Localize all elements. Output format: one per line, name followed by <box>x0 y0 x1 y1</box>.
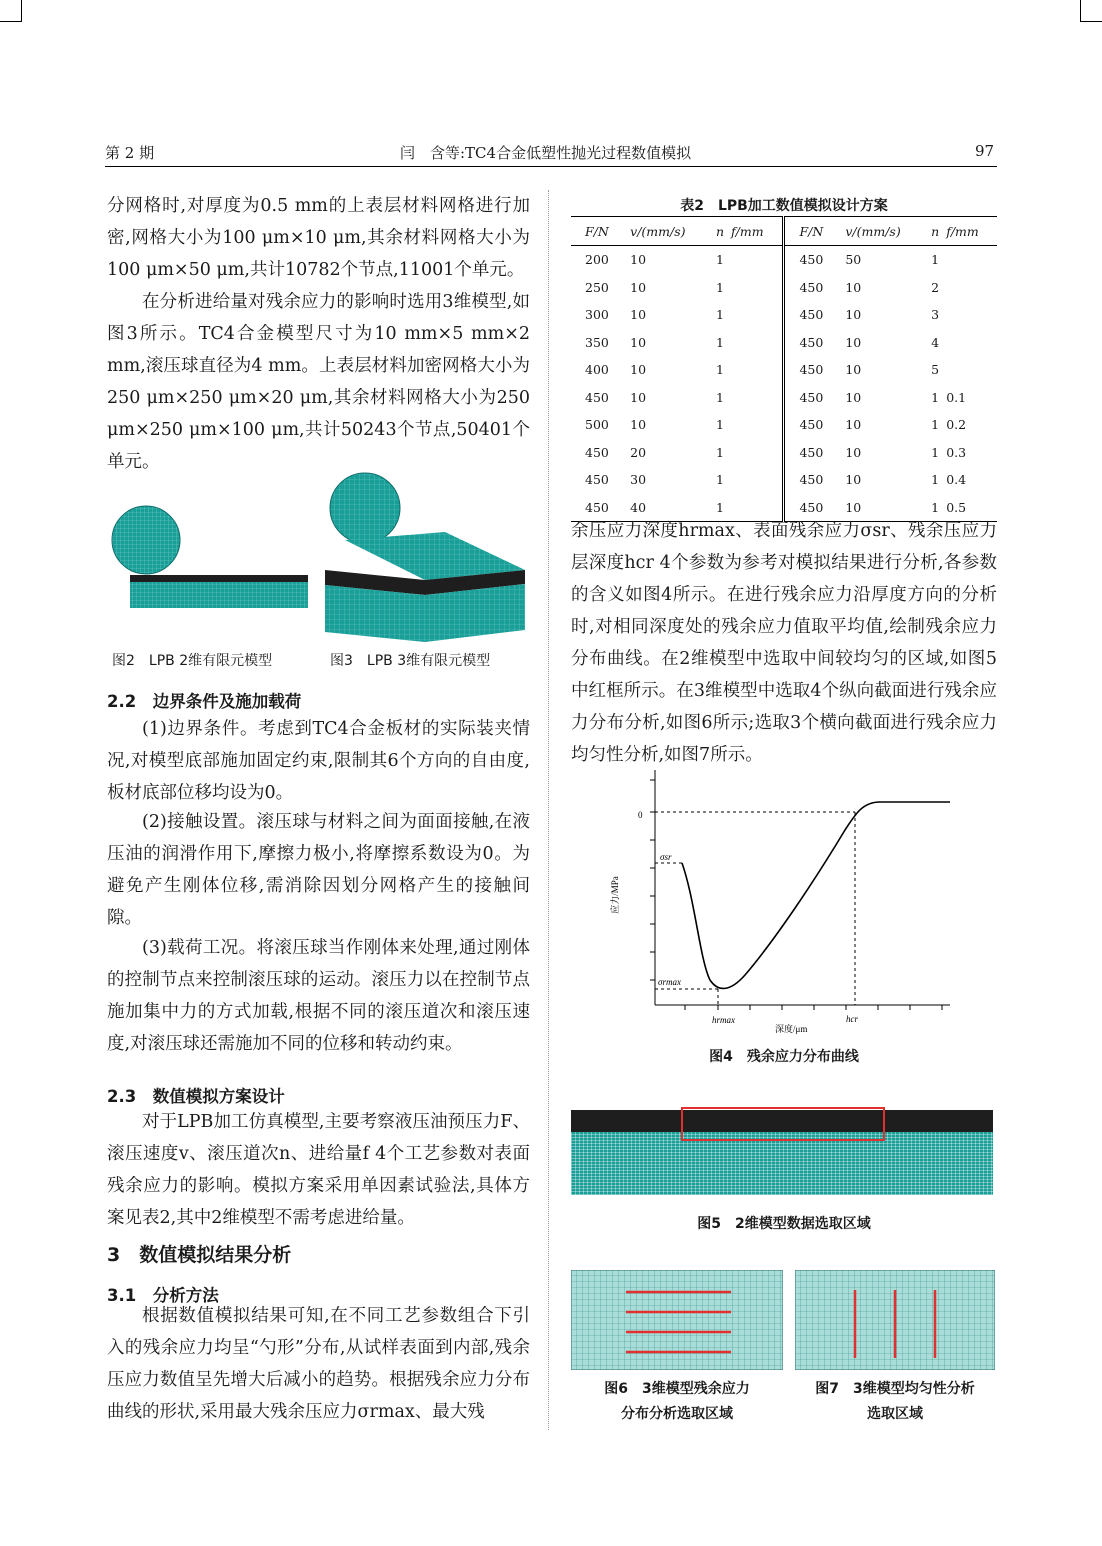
table-cell: 0.3 <box>946 444 967 460</box>
section-3-1-heading: 3.1 分析方法 <box>107 1286 219 1305</box>
figure-6-caption-line1: 图6 3维模型残余应力 <box>604 1381 750 1397</box>
table-cell <box>730 411 784 439</box>
table-cell: 1 <box>715 417 724 433</box>
table-cell: 1 <box>931 444 940 460</box>
table-cell: 450 <box>784 494 844 522</box>
paragraph-1: 分网格时,对厚度为0.5 mm的上表层材料网格进行加密,网格大小为100 μm×10 μm,其余材料网格大小为100 μm×50 μm,共计10782个节点,11001个单元。 <box>107 196 530 280</box>
table-row <box>571 356 997 384</box>
figure-5-caption: 图5 2维模型数据选取区域 <box>697 1216 871 1232</box>
table-header-row <box>571 217 997 246</box>
header-cell: n <box>715 217 730 246</box>
table-cell: 350 <box>585 334 609 350</box>
table-cell: 30 <box>630 472 647 488</box>
table-cell: 450 <box>784 439 844 467</box>
table-cell: 2 <box>931 279 940 295</box>
table-2-title: 表2 LPB加工数值模拟设计方案 <box>680 198 888 214</box>
table-cell: 450 <box>784 246 844 274</box>
table-cell: 1 <box>715 362 724 378</box>
table-cell: 1 <box>715 252 724 268</box>
table-cell <box>945 246 997 274</box>
table-row <box>571 384 997 412</box>
table-cell <box>945 356 997 384</box>
header-cell: f/mm <box>945 217 997 246</box>
paragraph-4: (2)接触设置。滚压球与材料之间为面面接触,在液压油的润滑作用下,摩擦力极小,将摩擦系数设为0。为避免产生刚体位移,需消除因划分网格产生的接触间隙。 <box>107 812 530 928</box>
table-cell: 4 <box>931 334 940 350</box>
table-row <box>571 274 997 302</box>
table-cell <box>945 329 997 357</box>
table-cell: 10 <box>630 307 647 323</box>
table-cell: 10 <box>845 334 862 350</box>
table-cell: 450 <box>571 494 629 522</box>
figure-7 <box>795 1270 995 1370</box>
table-cell: 3 <box>931 307 940 323</box>
sigma-sr-label: σsr <box>660 852 672 862</box>
crop-mark-top-left <box>0 0 22 22</box>
column-divider <box>548 190 549 1430</box>
figure-2 <box>105 505 310 610</box>
table-cell: 1 <box>931 417 940 433</box>
table-cell: 1 <box>715 444 724 460</box>
fe-model-2d-graphic <box>105 505 310 610</box>
y-axis-label: 应力/MPa <box>610 876 620 914</box>
table-cell: 300 <box>585 307 609 323</box>
header-cell: F/N <box>571 217 629 246</box>
table-cell: 0.4 <box>946 472 967 488</box>
paragraph-6: 对于LPB加工仿真模型,主要考察液压油预压力F、滚压速度v、滚压道次n、进给量f 4个工艺参数对表面残余应力的影响。模拟方案采用单因素试验法,具体方案见表2,其中2维模型不需考虑进给量。 <box>107 1112 530 1228</box>
table-cell: 0.1 <box>946 389 967 405</box>
header-cell: v/(mm/s) <box>844 217 930 246</box>
table-cell: 1 <box>715 334 724 350</box>
fig6-mesh-graphic <box>571 1270 783 1370</box>
table-cell <box>730 466 784 494</box>
table-row <box>571 439 997 467</box>
paragraph-8: 余压应力深度hrmax、表面残余应力σsr、残余压应力层深度hcr 4个参数为参考对模拟结果进行分析,各参数的含义如图4所示。在进行残余应力沿厚度方向的分析时,对相同深度处的残余应力值取平均值,绘制残余应力分布曲线。在2维模型中选取中间较均匀的区域,如图5中红框所示。在3维模型中选取4个纵向截面进行残余应力分布分析,如图6所示;选取3个横向截面进行残余应力均匀性分析,如图7所示。 <box>571 521 997 765</box>
table-cell: 10 <box>630 417 647 433</box>
table-cell: 10 <box>845 472 862 488</box>
table-cell: 50 <box>845 252 862 268</box>
figure-6-caption-line2: 分布分析选取区域 <box>621 1406 733 1422</box>
table-cell: 1 <box>715 389 724 405</box>
table-cell: 5 <box>931 362 940 378</box>
table-cell <box>730 246 784 274</box>
table-cell: 10 <box>630 334 647 350</box>
header-cell: n <box>930 217 945 246</box>
table-row <box>571 411 997 439</box>
paragraph-3: (1)边界条件。考虑到TC4合金板材的实际装夹情况,对模型底部施加固定约束,限制其6个方向的自由度,板材底部位移均设为0。 <box>107 719 530 803</box>
y-zero-label: 0 <box>638 810 643 820</box>
table-cell: 450 <box>784 274 844 302</box>
table-cell: 1 <box>931 252 940 268</box>
residual-stress-chart <box>600 770 980 1040</box>
table-cell: 10 <box>630 362 647 378</box>
table-cell: 10 <box>630 279 647 295</box>
table-cell: 500 <box>585 417 609 433</box>
table-row <box>571 329 997 357</box>
table-2 <box>571 216 997 522</box>
issue-number: 第 2 期 <box>105 144 155 162</box>
table-cell <box>730 384 784 412</box>
table-cell: 450 <box>784 466 844 494</box>
table-cell <box>945 301 997 329</box>
figure-4-caption: 图4 残余应力分布曲线 <box>709 1049 859 1065</box>
paragraph-5: (3)载荷工况。将滚压球当作刚体来处理,通过刚体的控制节点来控制滚压球的运动。滚压力以在控制节点施加集中力的方式加载,根据不同的滚压道次和滚压速度,对滚压球还需施加不同的位移和转动约束。 <box>107 938 530 1054</box>
header-cell: v/(mm/s) <box>629 217 715 246</box>
section-2-2-heading: 2.2 边界条件及施加载荷 <box>107 692 302 711</box>
table-cell: 0.5 <box>945 494 997 522</box>
table-cell: 10 <box>845 307 862 323</box>
table-cell: 450 <box>585 389 609 405</box>
figure-2-caption: 图2 LPB 2维有限元模型 <box>112 653 273 669</box>
crop-mark-top-right <box>1080 0 1102 22</box>
table-cell <box>945 274 997 302</box>
table-cell: 1 <box>715 472 724 488</box>
selection-red-box <box>681 1107 885 1141</box>
table-cell: 200 <box>585 252 609 268</box>
figure-3-caption: 图3 LPB 3维有限元模型 <box>330 653 491 669</box>
table-cell: 1 <box>715 494 730 522</box>
table-cell <box>730 329 784 357</box>
h-cr-label: hcr <box>846 1014 858 1024</box>
table-cell <box>730 301 784 329</box>
table-row <box>571 301 997 329</box>
x-axis-label: 深度/μm <box>775 1024 808 1034</box>
page-number: 97 <box>975 142 995 160</box>
figure-6 <box>571 1270 783 1370</box>
table-cell: 10 <box>845 444 862 460</box>
header-cell: F/N <box>784 217 844 246</box>
table-cell: 10 <box>630 252 647 268</box>
paragraph-7: 根据数值模拟结果可知,在不同工艺参数组合下引入的残余应力均呈“勺形”分布,从试样表面到内部,残余压应力数值呈先增大后减小的趋势。根据残余应力分布曲线的形状,采用最大残余压应力σrmax、最大残 <box>107 1306 530 1422</box>
table-cell: 1 <box>715 307 724 323</box>
table-cell: 400 <box>585 362 609 378</box>
stress-curve <box>682 802 950 988</box>
table-cell: 10 <box>630 389 647 405</box>
table-cell: 450 <box>784 384 844 412</box>
table-cell: 1 <box>930 494 945 522</box>
header-cell: f/mm <box>730 217 784 246</box>
fe-model-3d-graphic <box>325 470 547 642</box>
figure-7-caption-line2: 选取区域 <box>867 1406 923 1422</box>
table-cell: 10 <box>845 362 862 378</box>
section-3-heading: 3 数值模拟结果分析 <box>107 1244 292 1266</box>
paragraph-2: 在分析进给量对残余应力的影响时选用3维模型,如图3所示。TC4合金模型尺寸为10 mm×5 mm×2 mm,滚压球直径为4 mm。上表层材料加密网格大小为250 μm×250 μm×20 μm,其余材料网格大小为250 μm×250 μm×100 μm,共计50243个节点,50401个单元。 <box>107 292 530 472</box>
table-cell <box>730 356 784 384</box>
table-cell: 1 <box>715 279 724 295</box>
table-cell: 0.2 <box>946 417 967 433</box>
table-cell <box>730 439 784 467</box>
table-cell: 10 <box>845 417 862 433</box>
section-2-3-heading: 2.3 数值模拟方案设计 <box>107 1087 285 1106</box>
table-cell: 450 <box>585 444 609 460</box>
figure-7-caption-line1: 图7 3维模型均匀性分析 <box>815 1381 975 1397</box>
table-row <box>571 466 997 494</box>
table-cell: 450 <box>585 472 609 488</box>
table-cell: 10 <box>845 279 862 295</box>
table-cell: 10 <box>844 494 930 522</box>
table-cell: 450 <box>784 301 844 329</box>
h-rmax-label: hrmax <box>712 1015 735 1025</box>
figure-5 <box>571 1110 993 1195</box>
sigma-rmax-label: σrmax <box>658 977 681 987</box>
figure-3 <box>325 470 547 642</box>
running-title: 闫 含等:TC4合金低塑性抛光过程数值模拟 <box>400 144 692 162</box>
table-cell: 1 <box>931 472 940 488</box>
fig7-mesh-graphic <box>795 1270 995 1370</box>
table-cell: 450 <box>784 356 844 384</box>
table-cell: 250 <box>585 279 609 295</box>
header-rule <box>105 166 997 167</box>
table-cell: 450 <box>784 411 844 439</box>
table-row <box>571 246 997 274</box>
table-cell: 1 <box>931 389 940 405</box>
figure-4 <box>600 770 980 1040</box>
table-cell: 450 <box>784 329 844 357</box>
table-cell <box>730 274 784 302</box>
table-cell: 10 <box>845 389 862 405</box>
table-cell: 40 <box>629 494 715 522</box>
table-cell: 20 <box>630 444 647 460</box>
